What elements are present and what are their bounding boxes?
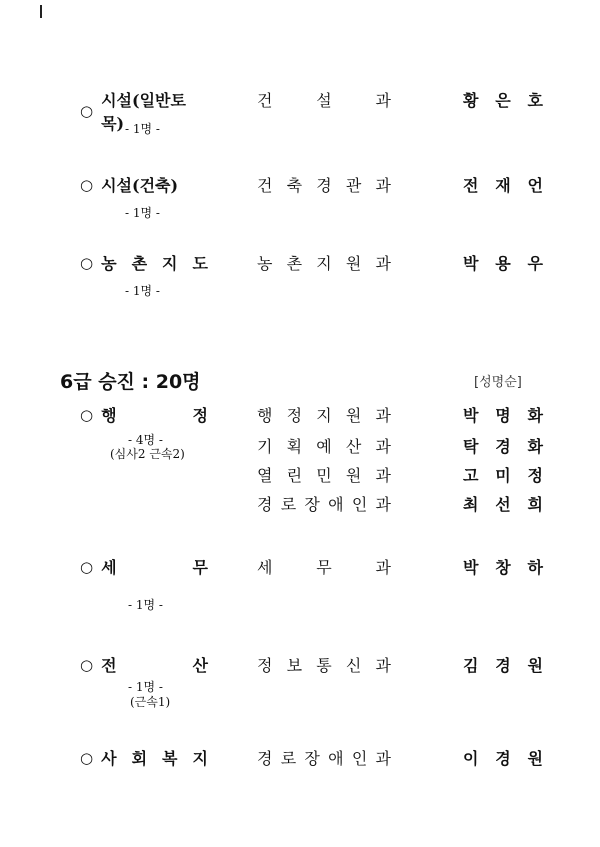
quota-note: - 1명 - — [125, 284, 160, 298]
glyph: 은 — [495, 91, 511, 110]
department — [257, 403, 391, 426]
glyph: 경 — [257, 495, 273, 514]
glyph: 원 — [527, 656, 543, 675]
department — [257, 434, 391, 457]
glyph: 로 — [280, 495, 297, 514]
glyph: 과 — [375, 749, 391, 768]
circle-bullet-icon: ○ — [80, 748, 94, 767]
glyph: 지 — [192, 749, 208, 768]
glyph: 전 — [101, 656, 117, 675]
quota-note: - 1명 - — [125, 122, 160, 136]
person-name — [463, 463, 543, 486]
department — [257, 463, 391, 486]
table-row — [0, 403, 600, 433]
glyph: 회 — [131, 749, 148, 768]
category-label — [101, 653, 208, 676]
person-name — [463, 251, 543, 274]
glyph: 탁 — [463, 437, 479, 456]
position-category — [80, 653, 208, 676]
glyph: 용 — [495, 254, 511, 273]
position-category — [80, 746, 208, 769]
glyph: 행 — [257, 406, 273, 425]
quota-detail-note: (근속1) — [130, 695, 171, 709]
glyph: 화 — [527, 406, 543, 425]
glyph: 하 — [527, 558, 543, 577]
quota-note: - 1명 - — [125, 206, 160, 220]
glyph: 무 — [192, 558, 208, 577]
person-name — [463, 653, 543, 676]
glyph: 건 — [257, 91, 273, 110]
circle-bullet-icon: ○ — [80, 253, 94, 272]
position-category — [80, 251, 208, 274]
table-row — [0, 251, 600, 281]
glyph: 원 — [345, 254, 362, 273]
glyph: 산 — [345, 437, 362, 456]
page-corner-mark — [40, 5, 48, 18]
glyph: 언 — [527, 176, 543, 195]
glyph: 과 — [375, 254, 391, 273]
glyph: 세 — [101, 558, 117, 577]
glyph: 인 — [351, 749, 368, 768]
category-label — [101, 555, 208, 578]
glyph: 창 — [495, 558, 511, 577]
quota-note: - 1명 - — [128, 680, 163, 694]
person-name — [463, 492, 543, 515]
glyph: 관 — [345, 176, 362, 195]
glyph: 경 — [495, 656, 511, 675]
person-name — [463, 434, 543, 457]
glyph: 열 — [257, 466, 273, 485]
circle-bullet-icon: ○ — [80, 102, 94, 120]
glyph: 희 — [527, 495, 543, 514]
glyph: 정 — [286, 406, 303, 425]
department — [257, 88, 391, 111]
glyph: 보 — [286, 656, 303, 675]
glyph: 김 — [463, 656, 479, 675]
table-row — [0, 555, 600, 585]
glyph: 무 — [316, 558, 332, 577]
department — [257, 653, 391, 676]
glyph: 로 — [280, 749, 297, 768]
glyph: 고 — [463, 466, 479, 485]
quota-note: - 4명 - — [128, 433, 163, 447]
glyph: 사 — [101, 749, 117, 768]
circle-bullet-icon: ○ — [80, 405, 94, 424]
category-label: 시설(일반토목) — [101, 91, 186, 133]
glyph: 촌 — [131, 254, 148, 273]
glyph: 행 — [101, 406, 117, 425]
glyph: 최 — [463, 495, 479, 514]
glyph: 과 — [375, 91, 391, 110]
glyph: 촌 — [286, 254, 303, 273]
position-category — [80, 403, 208, 426]
glyph: 산 — [192, 656, 208, 675]
table-row — [0, 746, 600, 776]
glyph: 경 — [495, 749, 511, 768]
glyph: 축 — [286, 176, 303, 195]
category-label — [101, 403, 208, 426]
glyph: 재 — [495, 176, 511, 195]
circle-bullet-icon: ○ — [80, 557, 94, 576]
section-heading: 6급 승진 : 20명 — [60, 371, 201, 393]
glyph: 경 — [316, 176, 332, 195]
glyph: 경 — [257, 749, 273, 768]
glyph: 우 — [527, 254, 543, 273]
circle-bullet-icon: ○ — [80, 175, 94, 194]
glyph: 정 — [527, 466, 543, 485]
person-name — [463, 88, 543, 111]
glyph: 박 — [463, 254, 479, 273]
department — [257, 492, 391, 515]
glyph: 지 — [162, 254, 178, 273]
glyph: 과 — [375, 437, 391, 456]
glyph: 박 — [463, 406, 479, 425]
person-name — [463, 746, 543, 769]
table-row — [0, 173, 600, 203]
quota-note: - 1명 - — [128, 598, 163, 612]
glyph: 장 — [304, 495, 320, 514]
glyph: 신 — [345, 656, 362, 675]
glyph: 과 — [375, 406, 391, 425]
category-label — [101, 746, 208, 769]
table-row — [0, 492, 600, 522]
sort-order-label: [성명순] — [474, 375, 522, 390]
department — [257, 173, 391, 196]
glyph: 과 — [375, 466, 391, 485]
department — [257, 746, 391, 769]
quota-detail-note: (심사2 근속2) — [110, 447, 185, 461]
glyph: 정 — [192, 406, 208, 425]
glyph: 정 — [257, 656, 273, 675]
glyph: 애 — [328, 495, 344, 514]
glyph: 미 — [495, 466, 511, 485]
circle-bullet-icon: ○ — [80, 655, 94, 674]
glyph: 과 — [375, 495, 391, 514]
person-name — [463, 403, 543, 426]
table-row — [0, 653, 600, 683]
category-label — [101, 251, 208, 274]
glyph: 민 — [316, 466, 332, 485]
glyph: 건 — [257, 176, 273, 195]
person-name — [463, 173, 543, 196]
glyph: 원 — [345, 406, 362, 425]
glyph: 지 — [316, 406, 332, 425]
glyph: 농 — [101, 254, 117, 273]
glyph: 획 — [286, 437, 303, 456]
position-category — [80, 173, 208, 196]
position-category — [80, 555, 208, 578]
glyph: 인 — [351, 495, 368, 514]
glyph: 과 — [375, 656, 391, 675]
glyph: 선 — [495, 495, 511, 514]
glyph: 원 — [527, 749, 543, 768]
glyph: 호 — [527, 91, 543, 110]
table-row — [0, 463, 600, 493]
glyph: 경 — [495, 437, 511, 456]
glyph: 통 — [316, 656, 332, 675]
glyph: 전 — [463, 176, 479, 195]
glyph: 화 — [527, 437, 543, 456]
glyph: 기 — [257, 437, 273, 456]
glyph: 황 — [463, 91, 479, 110]
glyph: 명 — [495, 406, 511, 425]
glyph: 과 — [375, 558, 391, 577]
glyph: 원 — [345, 466, 362, 485]
glyph: 애 — [328, 749, 344, 768]
department — [257, 555, 391, 578]
department — [257, 251, 391, 274]
glyph: 복 — [162, 749, 178, 768]
glyph: 린 — [286, 466, 303, 485]
person-name — [463, 555, 543, 578]
glyph: 지 — [316, 254, 332, 273]
glyph: 박 — [463, 558, 479, 577]
glyph: 과 — [375, 176, 391, 195]
glyph: 장 — [304, 749, 320, 768]
glyph: 도 — [192, 254, 208, 273]
category-label: 시설(건축) — [101, 176, 179, 195]
table-row — [0, 434, 600, 464]
glyph: 이 — [463, 749, 479, 768]
glyph: 예 — [316, 437, 332, 456]
glyph: 설 — [316, 91, 332, 110]
glyph: 세 — [257, 558, 273, 577]
glyph: 농 — [257, 254, 273, 273]
